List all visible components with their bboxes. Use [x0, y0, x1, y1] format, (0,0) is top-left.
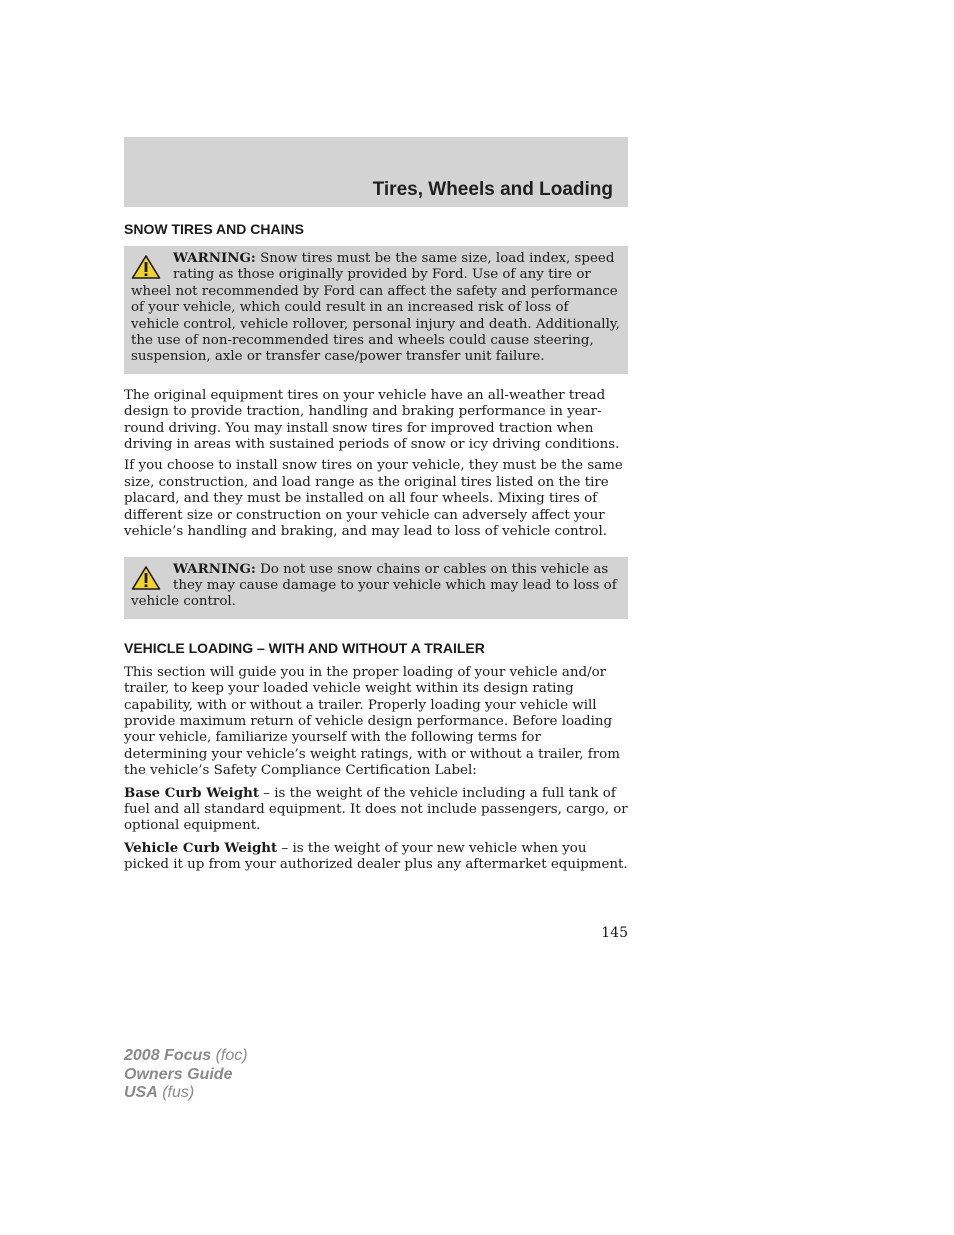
term-definition: – is the weight of your new vehicle when you picked it up from your authorized dealer plus any aftermarket equipment. [124, 840, 628, 873]
warning-box-snow-tires [124, 246, 628, 374]
paragraph-original-tires: The original equipment tires on your vehicle have an all-weather tread design to provide traction, handling and braking performance in year-round driving. You may install snow tires for improved traction when driving in areas with sustained periods of snow or icy driving conditions. [124, 387, 620, 453]
term-label: Base Curb Weight [124, 784, 260, 801]
warning-body: Do not use snow chains or cables on this vehicle as they may cause damage to your vehicle which may lead to loss of vehicle control. [131, 561, 617, 610]
page-content [124, 220, 628, 879]
footer-guide: Owners Guide [124, 1065, 233, 1083]
footer-market-code: (fus) [157, 1084, 195, 1101]
term-definition: – is the weight of the vehicle including a full tank of fuel and all standard equipment. It does not include passengers, cargo, or optional equipment. [124, 785, 628, 834]
chapter-title: Tires, Wheels and Loading [372, 179, 613, 200]
footer-market-line [124, 1084, 248, 1103]
paragraph-loading-intro: This section will guide you in the proper loading of your vehicle and/or trailer, to keep your loaded vehicle weight within its design rating capability, with or without a trailer. Properly loading your vehicle will provide maximum return of vehicle design performance. Before loading your vehicle, familiarize yourself with the following terms for determining your vehicle’s weight ratings, with or without a trailer, from the vehicle’s Safety Compliance Certification Label: [124, 664, 620, 779]
warning-label: WARNING: [173, 250, 256, 266]
footer-model: 2008 Focus [124, 1047, 212, 1064]
term-label: Vehicle Curb Weight [124, 839, 278, 856]
footer-market: USA [124, 1084, 158, 1101]
paragraph-install-snow-tires: If you choose to install snow tires on your vehicle, they must be the same size, construction, and load range as the original tires listed on the tire placard, and they must be installed on all four wheels. Mixing tires of different size or construction on your vehicle can adversely affect your vehicle’s handling and braking, and may lead to loss of vehicle control. [124, 458, 623, 540]
chapter-header [124, 137, 628, 207]
footer-model-line [124, 1047, 248, 1066]
footer-model-code: (foc) [211, 1047, 248, 1064]
page-number: 145 [601, 925, 628, 941]
footer-guide-line [124, 1066, 248, 1085]
warning-text [131, 561, 620, 611]
definition-base-curb-weight [124, 785, 628, 835]
warning-body: Snow tires must be the same size, load index, speed rating as those originally provided by Ford. Use of any tire or wheel not recommended by Ford can affect the safety and performance of your vehicle, which could result in an increased risk of loss of vehicle control, vehicle rollover, personal injury and death. Additionally, the use of non-recommended tires and wheels could cause steering, suspension, axle or transfer case/power transfer unit failure. [131, 251, 620, 365]
warning-triangle-icon [131, 565, 161, 591]
warning-box-snow-chains [124, 557, 628, 619]
warning-triangle-icon [131, 254, 161, 280]
section-heading-snow-tires: SNOW TIRES AND CHAINS [124, 221, 304, 237]
warning-label: WARNING: [173, 560, 256, 577]
definition-vehicle-curb-weight [124, 840, 628, 874]
warning-text [131, 250, 620, 366]
document-footer [124, 1047, 248, 1103]
section-heading-vehicle-loading: VEHICLE LOADING – WITH AND WITHOUT A TRAILER [124, 639, 485, 656]
